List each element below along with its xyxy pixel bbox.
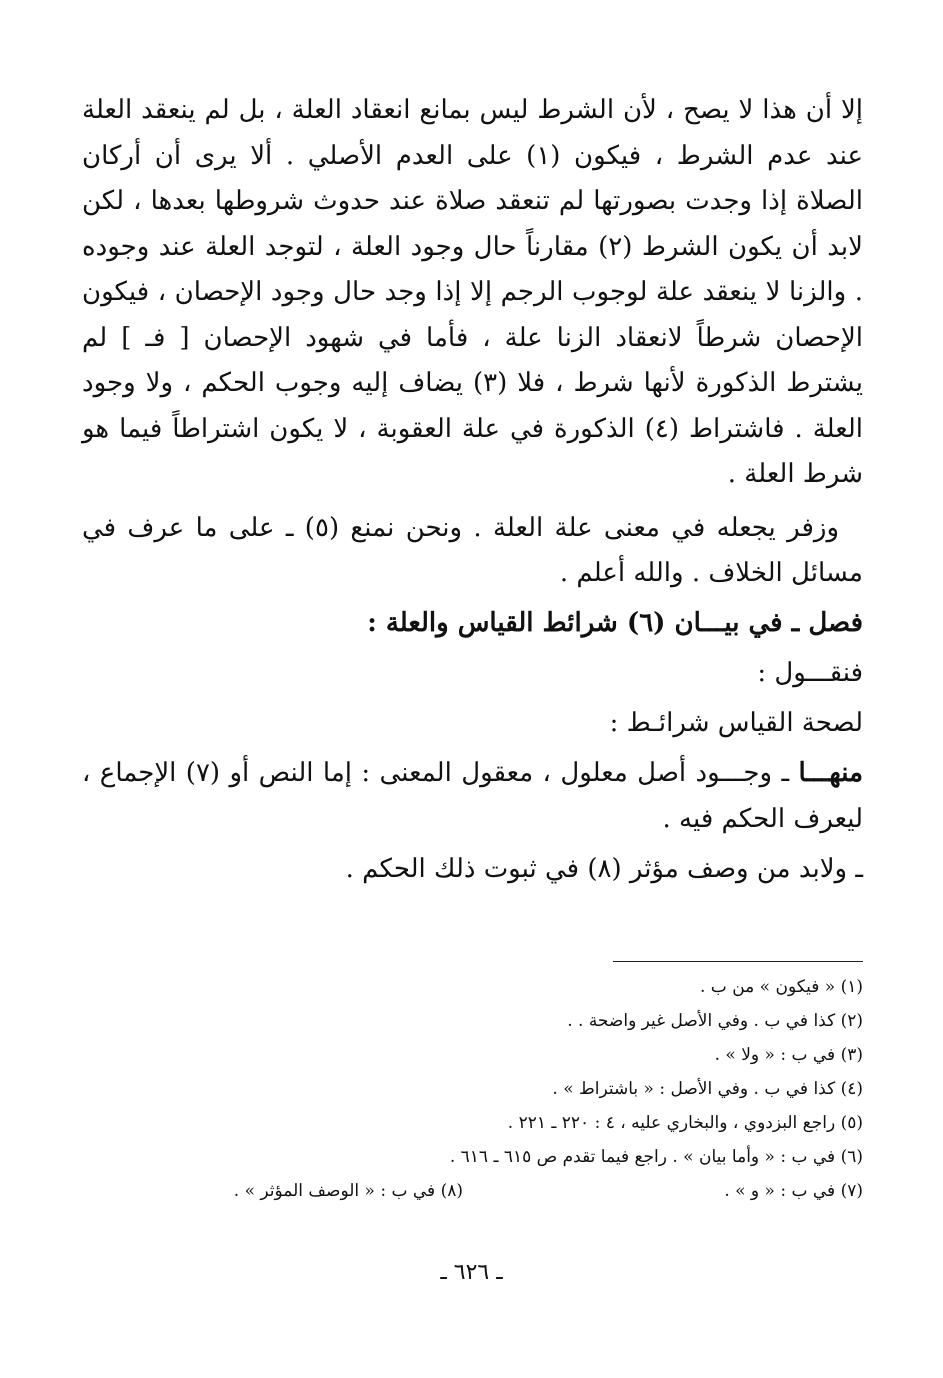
page-number: ـ ٦٢٦ ـ [440, 1260, 503, 1285]
item-text: ـ وجـــود أصل معلول ، معقول المعنى : إما النص أو (٧) الإجماع ، ليعرف الحكم فيه . [82, 758, 863, 834]
condition-item-1 [82, 750, 863, 842]
footnote-3: (٣) في ب : « ولا » . [714, 1045, 863, 1065]
footnote-5: (٥) راجع البزدوي ، والبخاري عليه ، ٤ : ٢٢٠ ـ ٢٢١ . [507, 1113, 863, 1133]
footnote-7: (٧) في ب : « و » . [724, 1181, 863, 1201]
footnote-4: (٤) كذا في ب . وفي الأصل : « باشتراط » . [552, 1079, 863, 1099]
paragraph-condition: إلا أن هذا لا يصح ، لأن الشرط ليس بمانع انعقاد العلة ، بل لم ينعقد العلة عند عدم الشرط ، فيكون (١) على العدم الأصلي . ألا يرى أن أركان الصلاة إذا وجدت بصورتها لم تنعقد صلاة عند حدوث شروطها بعدها ، لكن لابد أن يكون الشرط (٢) مقارناً حال وجود العلة ، لتوجد العلة عند وجوده . والزنا لا ينعقد علة لوجوب الرجم إلا إذا وجد حال وجود الإحصان ، فيكون الإحصان شرطاً لانعقاد الزنا علة ، فأما في شهود الإحصان [ فـ ] لم يشترط الذكورة لأنها شرط ، فلا (٣) يضاف إليه وجوب الحكم ، ولا وجود العلة . فاشتراط (٤) الذكورة في علة العقوبة ، لا يكون اشتراطاً فيما هو شرط العلة . [82, 95, 864, 489]
line-we-say: فنقـــول : [757, 658, 863, 688]
footnote-6: (٦) في ب : « وأما بيان » . راجع فيما تقدم ص ٦١٥ ـ ٦١٦ . [449, 1147, 863, 1167]
footnote-8: (٨) في ب : « الوصف المؤثر » . [233, 1181, 463, 1201]
footnote-1: (١) « فيكون » من ب . [699, 977, 863, 997]
footnote-2: (٢) كذا في ب . وفي الأصل غير واضحة . . [567, 1011, 863, 1031]
section-heading: فصل ـ في بيـــان (٦) شرائط القياس والعلة : [367, 607, 863, 638]
main-text [82, 88, 863, 892]
footnote-divider [613, 961, 863, 962]
line-conditions: لصحة القياس شرائـط : [609, 708, 863, 738]
item-lead: منهـــا [798, 758, 864, 788]
footnote-row [82, 1174, 863, 1208]
paragraph-zufar: وزفر يجعله في معنى علة العلة . ونحن نمنع (٥) ـ على ما عرف في مسائل الخلاف . والله أعلم . [82, 512, 863, 588]
footnotes [82, 970, 863, 1208]
condition-item-2: ـ ولابد من وصف مؤثر (٨) في ثبوت ذلك الحكم . [345, 854, 863, 884]
